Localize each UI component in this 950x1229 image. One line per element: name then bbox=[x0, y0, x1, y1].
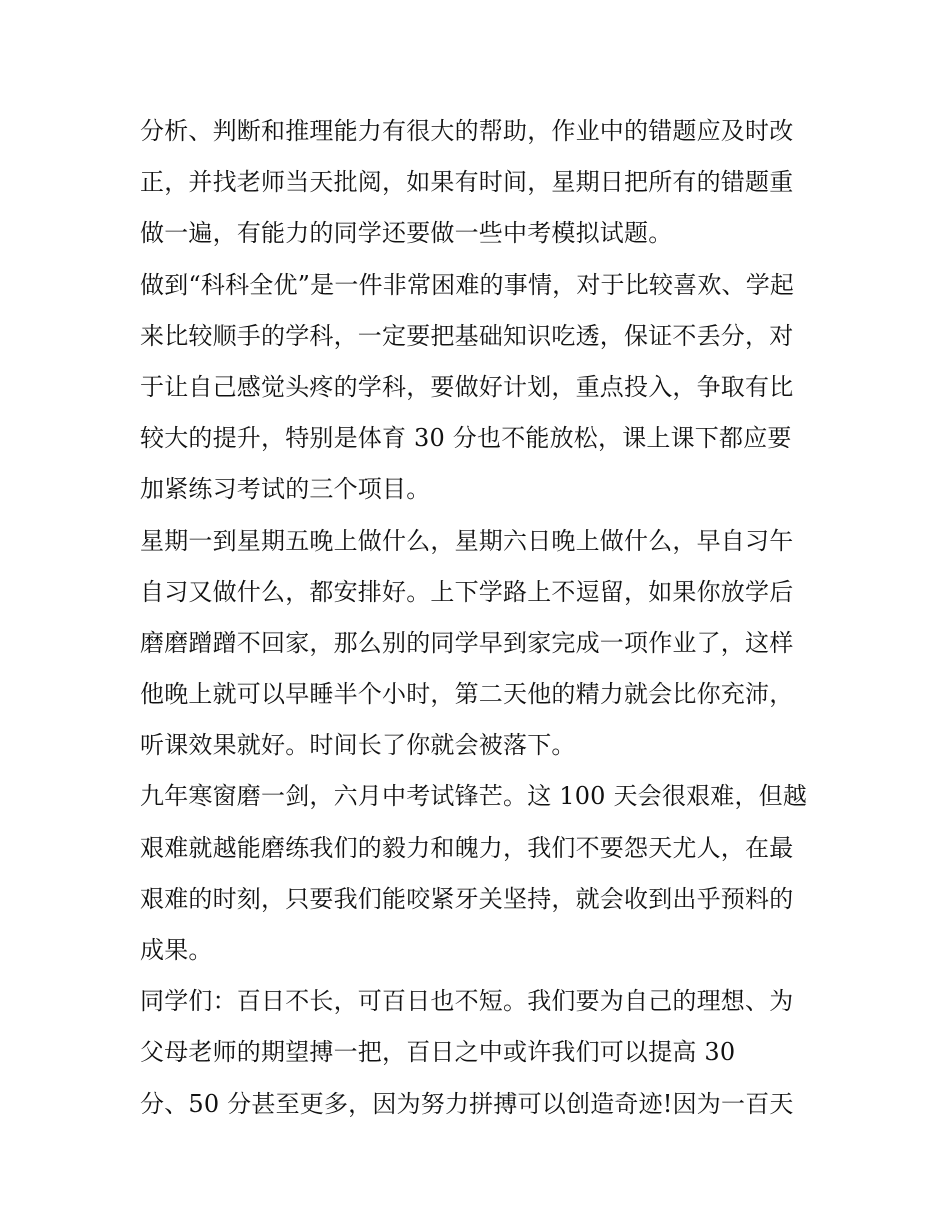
text-line: 听课效果就好。时间长了你就会被落下。 bbox=[140, 731, 576, 760]
text-line: 磨磨蹭蹭不回家，那么别的同学早到家完成一项作业了，这样 bbox=[140, 628, 794, 657]
text-line: 他晚上就可以早睡半个小时，第二天他的精力就会比你充沛， bbox=[140, 680, 794, 709]
text-line: 正，并找老师当天批阅，如果有时间，星期日把所有的错题重 bbox=[140, 168, 794, 197]
text-line: 父母老师的期望搏一把，百日之中或许我们可以提高 30 bbox=[140, 1038, 736, 1067]
text-line: 来比较顺手的学科，一定要把基础知识吃透，保证不丢分，对 bbox=[140, 321, 794, 350]
text-line: 分、50 分甚至更多，因为努力拼搏可以创造奇迹!因为一百天 bbox=[140, 1089, 794, 1118]
text-line: 做到“科科全优”是一件非常困难的事情，对于比较喜欢、学起 bbox=[140, 270, 795, 299]
text-line: 艰难的时刻，只要我们能咬紧牙关坚持，就会收到出乎预料的 bbox=[140, 884, 794, 913]
text-line: 自习又做什么，都安排好。上下学路上不逗留，如果你放学后 bbox=[140, 577, 794, 606]
text-line: 较大的提升，特别是体育 30 分也不能放松，课上课下都应要 bbox=[140, 424, 792, 453]
text-line: 于让自己感觉头疼的学科，要做好计划，重点投入，争取有比 bbox=[140, 372, 794, 401]
text-line: 艰难就越能磨练我们的毅力和魄力，我们不要怨天尤人，在最 bbox=[140, 833, 794, 862]
text-line: 同学们：百日不长，可百日也不短。我们要为自己的理想、为 bbox=[140, 987, 794, 1016]
text-line: 星期一到星期五晚上做什么，星期六日晚上做什么，早自习午 bbox=[140, 526, 794, 555]
text-line: 成果。 bbox=[140, 936, 213, 964]
text-line: 九年寒窗磨一剑，六月中考试锋芒。这 100 天会很艰难，但越 bbox=[140, 782, 808, 811]
text-line: 加紧练习考试的三个项目。 bbox=[140, 475, 431, 504]
body-text bbox=[140, 106, 820, 1130]
text-line: 做一遍，有能力的同学还要做一些中考模拟试题。 bbox=[140, 219, 673, 248]
text-line: 分析、判断和推理能力有很大的帮助，作业中的错题应及时改 bbox=[140, 117, 794, 145]
